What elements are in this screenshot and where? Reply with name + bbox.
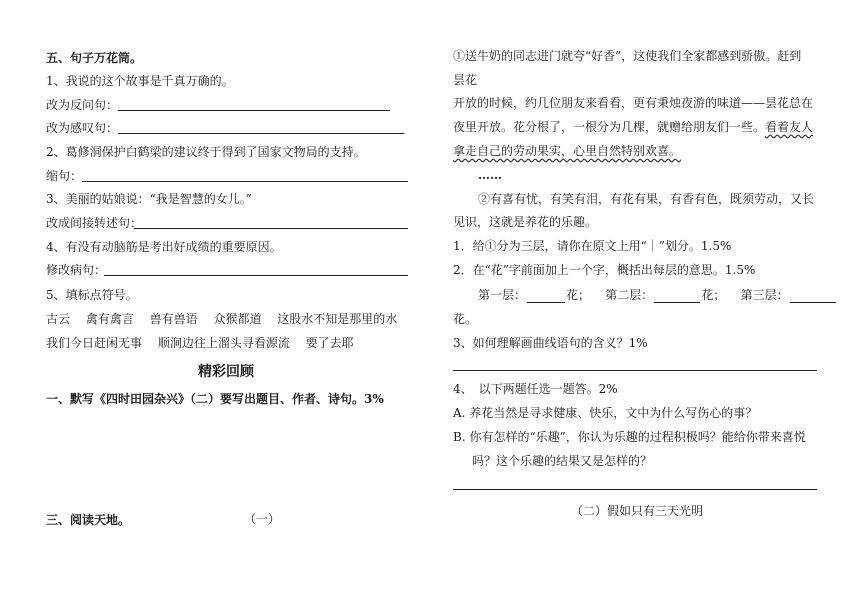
layer3-flower-end: 花。 bbox=[453, 312, 478, 326]
question-4-option-a: A. 养花当然是寻求健康、快乐，文中为什么写伤心的事？ bbox=[453, 406, 758, 420]
passage-para1-line2: 昙花 bbox=[453, 73, 478, 87]
section1-title: 一、默写《四时田园杂兴》（二）要写出题目、作者、诗句。3% bbox=[46, 392, 384, 406]
question-1: 1、我说的这个故事是千真万确的。 bbox=[46, 74, 234, 88]
question-4-option-b-line2: 吗？这个乐趣的结果又是怎样的？ bbox=[472, 454, 653, 468]
q3-indirect-label: 改成间接转述句： bbox=[46, 216, 143, 230]
reading-question-3: 3、如何理解画曲线语句的含义？1% bbox=[453, 336, 648, 350]
wavy-underlined-sentence-end: 拿走自己的劳动果实，心里自然特别欢喜。 bbox=[453, 144, 682, 158]
reading-question-2: 2．在“花”字前面加上一个字，概括出每层的意思。1.5% bbox=[453, 263, 756, 277]
layer3-blank[interactable] bbox=[790, 290, 836, 303]
q3-answer-line[interactable] bbox=[453, 370, 817, 371]
section5-title: 五、句子万花筒。 bbox=[46, 51, 143, 65]
wavy-underlined-sentence-start: 看着友人 bbox=[765, 120, 814, 134]
punctuation-line-2: 我们今日赶闲无事 顺涧边往上溜头寻看源流 要了去耶 bbox=[46, 336, 354, 350]
reading-question-1: 1．给①分为三层，请你在原文上用“｜”划分。1.5% bbox=[453, 239, 732, 253]
q2-shorten-answer-line[interactable] bbox=[82, 181, 408, 182]
layer2-blank[interactable] bbox=[654, 290, 700, 303]
passage-para1-line4-plain: 夜里开放。花分根了，一根分为几棵，就赠给朋友们一些。 bbox=[453, 120, 766, 134]
passage-para2-line2: 见识，这就是养花的乐趣。 bbox=[453, 215, 598, 229]
q1-exclamation-label: 改为感叹句： bbox=[46, 121, 119, 135]
section3-title: 三、阅读天地。 bbox=[46, 513, 131, 527]
q4-fix-label: 修改病句： bbox=[46, 263, 107, 277]
layer2-flower: 花； bbox=[701, 288, 726, 302]
layer1-flower: 花； bbox=[566, 288, 591, 302]
q2-shorten-label: 缩句： bbox=[46, 169, 83, 183]
layer2-label: 第二层： bbox=[605, 288, 654, 302]
layer-answers-row bbox=[478, 287, 837, 303]
question-2: 2、葛修洞保护白鹤梁的建议终于得到了国家文物局的支持。 bbox=[46, 145, 366, 159]
passage-para1-line3: 开放的时候，约几位朋友来看看，更有秉烛夜游的味道——昙花总在 bbox=[453, 96, 814, 110]
part2-title: （二）假如只有三天光明 bbox=[571, 504, 704, 518]
passage-para2-line1: ②有喜有忧，有笑有泪，有花有果，有香有色，既须劳动，又长 bbox=[478, 192, 815, 206]
question-4-option-b-line1: B. 你有怎样的“乐趣”，你认为乐趣的过程积极吗？能给你带来喜悦 bbox=[453, 430, 806, 444]
part1-label: （一） bbox=[244, 512, 281, 526]
punctuation-line-1: 古云 禽有禽言 兽有兽语 众猴都道 这股水不知是那里的水 bbox=[46, 312, 398, 326]
passage-ellipsis: …… bbox=[478, 168, 502, 182]
passage-para1-line5 bbox=[453, 143, 681, 159]
question-4: 4、有没有动脑筋是考出好成绩的重要原因。 bbox=[46, 240, 282, 254]
review-title: 精彩回顾 bbox=[198, 364, 254, 380]
reading-question-4: 4、 以下两题任选一题答。2% bbox=[453, 382, 618, 396]
q4-answer-line[interactable] bbox=[453, 489, 817, 490]
layer1-label: 第一层： bbox=[478, 288, 527, 302]
q4-fix-answer-line[interactable] bbox=[104, 275, 408, 276]
question-3: 3、美丽的姑娘说：“我是智慧的女儿。” bbox=[46, 192, 252, 206]
layer1-blank[interactable] bbox=[527, 290, 565, 303]
passage-para1-line4 bbox=[453, 119, 813, 135]
passage-para1-line1: ①送牛奶的同志进门就夸“好香”，这使我们全家都感到骄傲。赶到 bbox=[453, 49, 802, 63]
layer3-label: 第三层： bbox=[740, 288, 789, 302]
q1-rhetorical-answer-line[interactable] bbox=[118, 110, 390, 111]
q3-indirect-answer-line[interactable] bbox=[134, 228, 408, 229]
q1-rhetorical-label: 改为反问句： bbox=[46, 98, 119, 112]
question-5: 5、填标点符号。 bbox=[46, 288, 138, 302]
q1-exclamation-answer-line[interactable] bbox=[118, 133, 404, 134]
